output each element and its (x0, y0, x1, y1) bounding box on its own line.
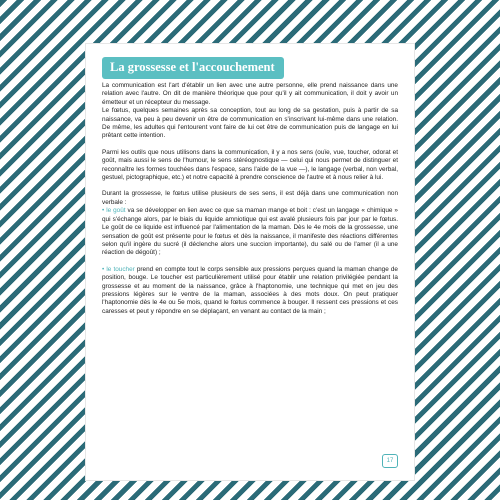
paragraph: La communication est l'art d'établir un lien avec une autre personne, elle prend naissance dans une relation avec l'autre. On dit de manière théorique que pour qu'il y ait communication, il doit y avoir un émetteur et un récepteur du message. (102, 82, 398, 106)
page-number: 17 (382, 454, 398, 468)
book-page (86, 44, 414, 480)
bullet-item-toucher (102, 266, 398, 316)
chapter-title-banner (102, 57, 284, 79)
bullet-text: prend en compte tout le corps sensible aux pressions perçues quand la maman change de position, bouge. Le toucher est particulièrement utilisé pour établir une relation privilégiée pendant la grossesse et au moment de la naissance, grâce à l'haptonomie, une technique qui met en jeu des pressions légères sur le ventre de la maman, associées à des mots doux. On peut pratiquer l'haptonomie dès le 4e ou 5e mois, quand le fœtus commence à bouger. Il ressent ces pressions et ces caresses et peut y répondre en se déplaçant, en venant au contact de la main ; (102, 265, 398, 315)
paragraph: Parmi les outils que nous utilisons dans la communication, il y a nos sens (ouïe, vue, toucher, odorat et goût, mais aussi le sens de l'humour, le sens stéréognostique — celui qui nous permet de distinguer et reconnaître les formes touchées dans l'espace, sans l'aide de la vue —), le langage (verbal, non verbal, gestuel, pictographique, etc.) et notre capacité à prendre conscience de l'autre et à nous relier à lui. (102, 148, 398, 182)
paragraph: Le fœtus, quelques semaines après sa conception, tout au long de sa gestation, puis à partir de sa naissance, va peu à peu devenir un être de communication en s'inscrivant lui-même dans une relation. De même, les adultes qui l'entourent vont faire de lui cet être de communication puis de langage en lui prêtant cette intention. (102, 107, 398, 140)
bullet-item-gout (102, 207, 398, 257)
body-text (102, 82, 398, 316)
chapter-title: La grossesse et l'accouchement (110, 60, 275, 74)
bullet-term: le toucher (106, 265, 135, 273)
paragraph: Durant la grossesse, le fœtus utilise plusieurs de ses sens, il est déjà dans une communication non verbale : (102, 190, 398, 206)
bullet-term: le goût (106, 207, 126, 215)
bullet-marker: • (102, 207, 105, 215)
bullet-text: va se développer en lien avec ce que sa maman mange et boit : c'est un langage « chimique » qui s'échange alors, par le biais du liquide amniotique qui est avalé plusieurs fois par jour par le fœtus. Le goût de ce liquide est influencé par l'alimentation de la maman. Dès le 4e mois de la grossesse, une sensation de goût est présente pour le fœtus et dès la naissance, il manifeste des réactions différentes selon qu'il ingère du sucré (il déclenche alors une succion importante), du salé ou de l'amer (il a une réaction de dégoût) ; (102, 207, 398, 257)
bullet-marker: • (102, 265, 105, 273)
